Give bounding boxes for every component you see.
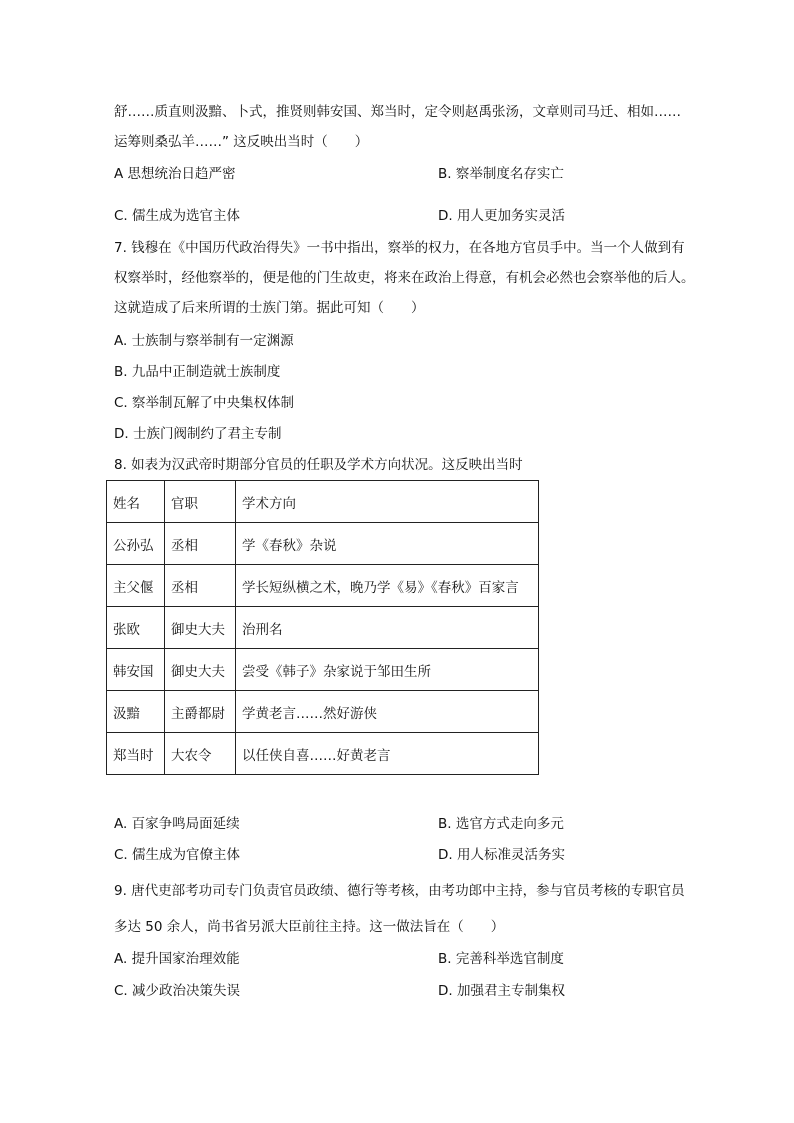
q6-stem-line-2: 运筹则桑弘羊……” 这反映出当时（ ） — [114, 134, 369, 150]
official-table — [106, 480, 539, 775]
cell-study: 学黄老言……然好游侠 — [236, 691, 539, 733]
table-row — [107, 607, 539, 649]
cell-study: 学长短纵横之术，晚乃学《易》《春秋》百家言 — [236, 565, 539, 607]
table-row — [107, 649, 539, 691]
header-name: 姓名 — [107, 481, 165, 523]
cell-study: 学《春秋》杂说 — [236, 523, 539, 565]
q9-stem-line-1: 9. 唐代吏部考功司专门负责官员政绩、德行等考核，由考功郎中主持，参与官员考核的专职官员 — [114, 883, 685, 899]
cell-name: 主父偃 — [107, 565, 165, 607]
table-row — [107, 691, 539, 733]
cell-study: 治刑名 — [236, 607, 539, 649]
cell-post: 丞相 — [165, 523, 236, 565]
q7-option-c[interactable]: C. 察举制瓦解了中央集权体制 — [114, 395, 295, 411]
q7-stem-line-1: 7. 钱穆在《中国历代政治得失》一书中指出，察举的权力，在各地方官员手中。当一个人做到有 — [114, 240, 685, 256]
q8-stem: 8. 如表为汉武帝时期部分官员的任职及学术方向状况。这反映出当时 — [114, 457, 523, 473]
q9-option-a[interactable]: A. 提升国家治理效能 — [114, 951, 240, 967]
q7-stem-line-3: 这就造成了后来所谓的士族门第。据此可知（ ） — [114, 300, 425, 316]
q7-option-b[interactable]: B. 九品中正制造就士族制度 — [114, 364, 281, 380]
cell-name: 韩安国 — [107, 649, 165, 691]
cell-post: 主爵都尉 — [165, 691, 236, 733]
table-header-row — [107, 481, 539, 523]
cell-name: 汲黯 — [107, 691, 165, 733]
q9-stem-line-2: 多达 50 余人，尚书省另派大臣前往主持。这一做法旨在（ ） — [114, 919, 505, 935]
cell-name: 张欧 — [107, 607, 165, 649]
q7-option-a[interactable]: A. 士族制与察举制有一定渊源 — [114, 333, 294, 349]
cell-name: 公孙弘 — [107, 523, 165, 565]
q9-option-c[interactable]: C. 减少政治决策失误 — [114, 983, 241, 999]
q8-option-c[interactable]: C. 儒生成为官僚主体 — [114, 847, 241, 863]
q7-stem-line-2: 权察举时，经他察举的，便是他的门生故吏，将来在政治上得意，有机会必然也会察举他的后人。 — [114, 270, 695, 286]
cell-study: 以任侠自喜……好黄老言 — [236, 733, 539, 775]
cell-study: 尝受《韩子》杂家说于邹田生所 — [236, 649, 539, 691]
cell-post: 大农令 — [165, 733, 236, 775]
cell-post: 御史大夫 — [165, 607, 236, 649]
q6-option-d[interactable]: D. 用人更加务实灵活 — [438, 208, 565, 224]
cell-post: 御史大夫 — [165, 649, 236, 691]
q8-option-b[interactable]: B. 选官方式走向多元 — [438, 816, 564, 832]
header-study: 学术方向 — [236, 481, 539, 523]
table-row — [107, 733, 539, 775]
table-row — [107, 523, 539, 565]
q6-option-b[interactable]: B. 察举制度名存实亡 — [438, 166, 564, 182]
q8-option-d[interactable]: D. 用人标准灵活务实 — [438, 847, 565, 863]
q6-stem-line-1: 舒……质直则汲黯、卜式，推贤则韩安国、郑当时，定令则赵禹张汤，文章则司马迁、相如…… — [114, 104, 681, 120]
q6-option-a[interactable]: A 思想统治日趋严密 — [114, 166, 236, 182]
table-row — [107, 565, 539, 607]
q9-option-b[interactable]: B. 完善科举选官制度 — [438, 951, 564, 967]
header-post: 官职 — [165, 481, 236, 523]
cell-name: 郑当时 — [107, 733, 165, 775]
q6-option-c[interactable]: C. 儒生成为选官主体 — [114, 208, 241, 224]
q7-option-d[interactable]: D. 士族门阀制约了君主专制 — [114, 426, 282, 442]
q9-option-d[interactable]: D. 加强君主专制集权 — [438, 983, 565, 999]
q8-option-a[interactable]: A. 百家争鸣局面延续 — [114, 816, 240, 832]
cell-post: 丞相 — [165, 565, 236, 607]
